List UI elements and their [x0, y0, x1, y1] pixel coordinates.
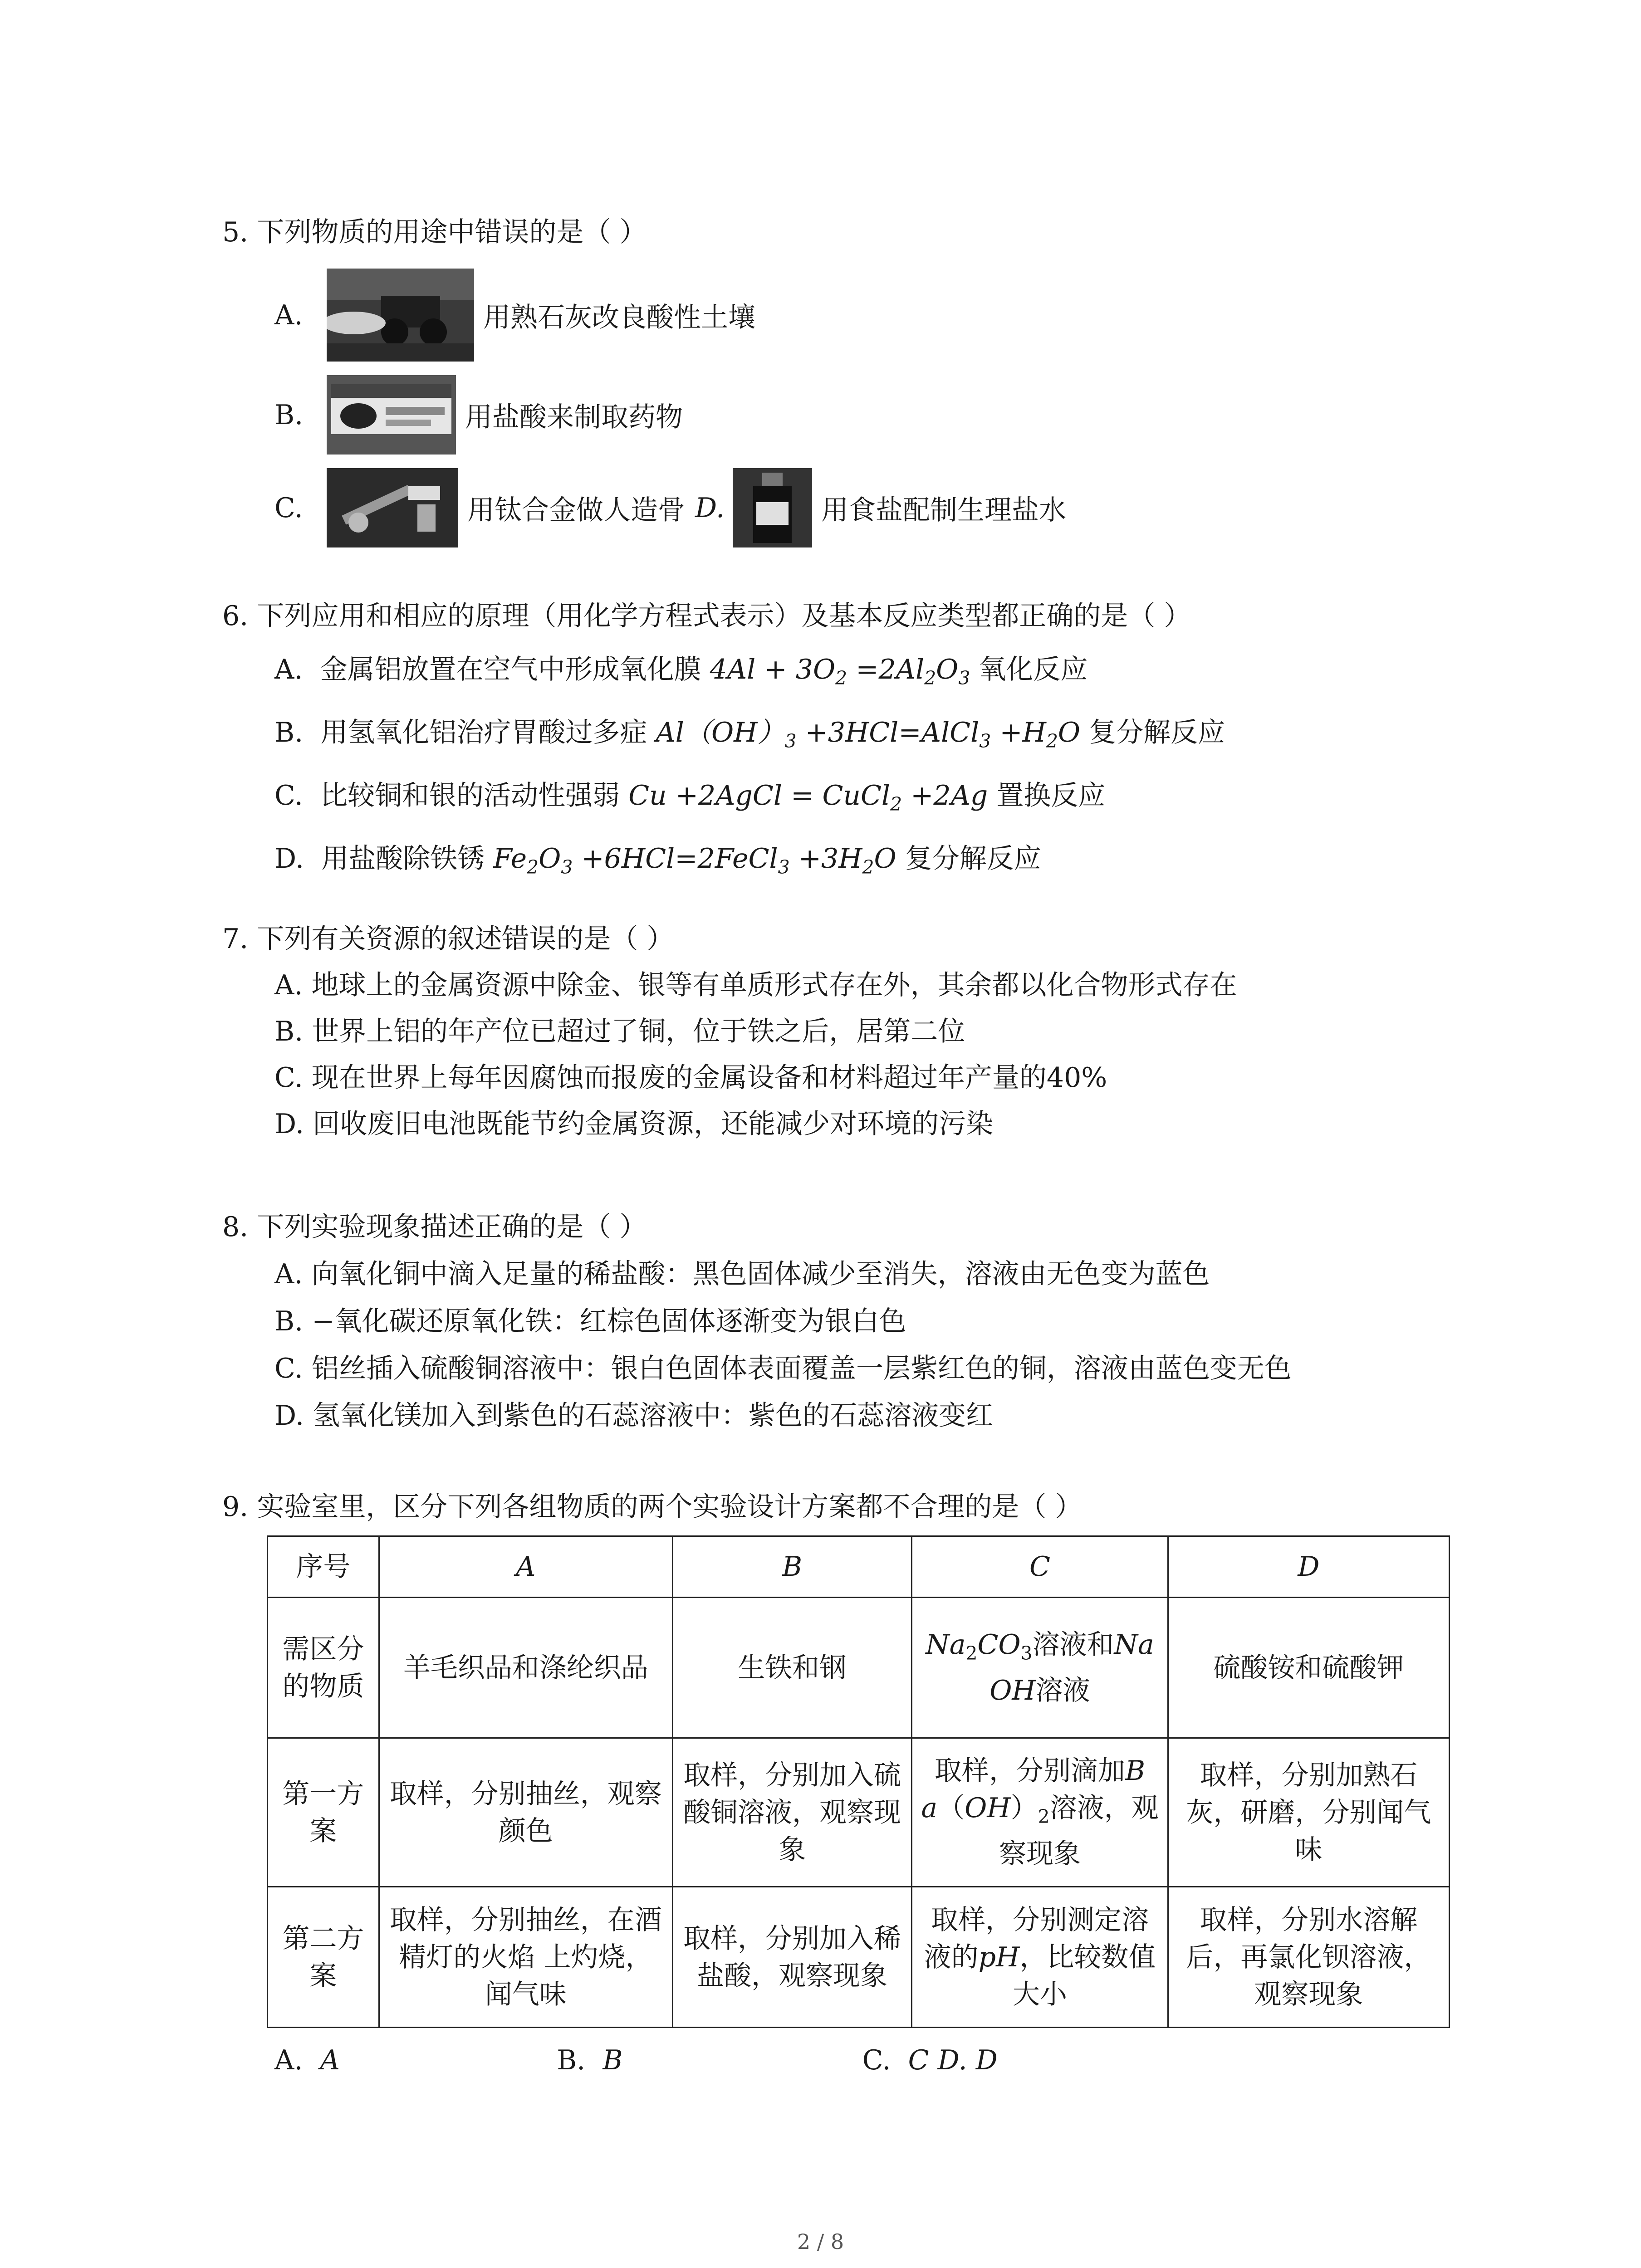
option-letter: A.: [274, 299, 303, 331]
q5-option-b-text: 用盐酸来制取药物: [465, 401, 683, 433]
question-7-title: 7. 下列有关资源的叙述错误的是（ ）: [222, 923, 674, 955]
q5-option-c-text: 用钛合金做人造骨: [467, 494, 685, 526]
q5-option-cd: [274, 468, 1470, 547]
cell-text: 溶液，观察现象: [999, 1792, 1159, 1870]
table-header-cell: B: [672, 1536, 911, 1598]
medicine-box-photo: [327, 375, 456, 455]
option-letter: C.: [274, 780, 303, 811]
titanium-bone-photo: [327, 468, 458, 547]
page-number: 2 / 8: [797, 2229, 844, 2254]
tractor-photo: [327, 269, 474, 362]
answer-letter: C.: [862, 2044, 891, 2076]
q6-option-d: [274, 841, 1470, 885]
table-header-cell: 序号: [268, 1536, 379, 1598]
option-letter: C.: [274, 492, 303, 524]
option-letter: B.: [274, 399, 304, 431]
table-row: [268, 1598, 1450, 1738]
q7-option-c: C. 现在世界上每年因腐蚀而报废的金属设备和材料超过年产量的40%: [274, 1062, 1107, 1094]
q6-option-a-type: 氧化反应: [979, 654, 1088, 685]
table-row-label: 需区分的物质: [268, 1598, 379, 1738]
q6-option-b-text: 用氢氧化铝治疗胃酸过多症: [320, 717, 647, 748]
answer-a: A: [320, 2044, 340, 2076]
question-8-title: 8. 下列实验现象描述正确的是（ ）: [222, 1211, 647, 1243]
cell-text: 取样，分别滴加: [934, 1755, 1125, 1787]
q5-option-a-text: 用熟石灰改良酸性土壤: [483, 301, 755, 333]
table-row-label: 第一方案: [268, 1738, 379, 1887]
question-6-title: 6. 下列应用和相应的原理（用化学方程式表示）及基本反应类型都正确的是（ ）: [222, 600, 1191, 632]
table-cell: 取样，分别抽丝，观察颜色: [379, 1738, 672, 1887]
q6-option-a-equation: $4Al + 3O_2 =2Al_2O_3$: [710, 654, 970, 689]
table-row-label: 第二方案: [268, 1887, 379, 2028]
option-letter: D.: [695, 492, 725, 524]
cell-text: 取样，分别测定溶液的: [924, 1904, 1149, 1973]
q6-option-b: [274, 714, 1470, 759]
q6-option-c-equation: Cu +2AgCl = CuCl$_2$ +2Ag: [628, 780, 988, 815]
table-header-cell: D: [1168, 1536, 1449, 1598]
answer-letter: A.: [274, 2044, 303, 2076]
saline-bottle-photo: [733, 468, 812, 547]
q6-option-a-text: 金属铝放置在空气中形成氧化膜: [320, 654, 701, 685]
q6-option-a: [274, 651, 1470, 696]
answer-cd: C D. D: [908, 2044, 998, 2076]
cell-text: 溶液: [1035, 1675, 1090, 1706]
q6-option-b-type: 复分解反应: [1089, 717, 1225, 748]
table-header-row: [268, 1536, 1450, 1598]
table-cell: 取样，分别抽丝，在酒精灯的火焰 上灼烧，闻气味: [379, 1887, 672, 2028]
question-8: [222, 1209, 1470, 1434]
cell-text: 溶液和: [1032, 1629, 1114, 1661]
question-9: [222, 1489, 1470, 1525]
table-cell: 生铁和钢: [672, 1598, 911, 1738]
table-cell: 硫酸铵和硫酸钾: [1168, 1598, 1449, 1738]
answer-letter: B.: [557, 2044, 586, 2076]
q7-option-b: B. 世界上铝的年产位已超过了铜，位于铁之后，居第二位: [274, 1016, 965, 1047]
table-header-cell: C: [912, 1536, 1168, 1598]
q5-option-d-text: 用食盐配制生理盐水: [821, 494, 1067, 526]
table-cell: 取样，分别加熟石灰，研磨，分别闻气味: [1168, 1738, 1449, 1887]
q6-option-d-type: 复分解反应: [905, 843, 1041, 875]
q8-option-d: D. 氢氧化镁加入到紫色的石蕊溶液中：紫色的石蕊溶液变红: [274, 1400, 994, 1432]
q8-option-c: C. 铝丝插入硫酸铜溶液中：银白色固体表面覆盖一层紫红色的铜，溶液由蓝色变无色: [274, 1353, 1292, 1384]
question-5-title: 5. 下列物质的用途中错误的是（ ）: [222, 216, 647, 248]
table-header-cell: A: [379, 1536, 672, 1598]
question-5: [222, 214, 1470, 547]
question-7: [222, 921, 1470, 1142]
option-letter: D.: [274, 843, 304, 875]
table-cell: 取样，分别水溶解后，再氯化钡溶液，观察现象: [1168, 1887, 1449, 2028]
option-letter: A.: [274, 654, 303, 685]
table-row: [268, 1887, 1450, 2028]
q5-option-b: [274, 375, 1470, 455]
table-row: [268, 1738, 1450, 1887]
q8-option-b: B. −氧化碳还原氧化铁：红棕色固体逐渐变为银白色: [274, 1305, 906, 1337]
table-cell: 羊毛织品和涤纶织品: [379, 1598, 672, 1738]
q5-option-a: [274, 269, 1470, 362]
q6-option-c-type: 置换反应: [996, 780, 1106, 811]
cell-text: ，比较数值大小: [1013, 1941, 1156, 2010]
table-cell: 取样，分别测定溶液的pH，比较数值大小: [912, 1887, 1168, 2028]
q6-option-c-text: 比较铜和银的活动性强弱: [320, 780, 620, 811]
table-cell: $Na_2CO_3$溶液和Na OH溶液: [912, 1598, 1168, 1738]
question-9-title: 9. 实验室里，区分下列各组物质的两个实验设计方案都不合理的是（ ）: [222, 1491, 1083, 1523]
table-cell: 取样，分别滴加B $a(OH)_2$溶液，观察现象: [912, 1738, 1168, 1887]
table-cell: 取样，分别加入硫酸铜溶液，观察现象: [672, 1738, 911, 1887]
q6-option-d-text: 用盐酸除铁锈: [321, 843, 485, 875]
option-letter: B.: [274, 717, 304, 748]
table-cell: 取样，分别加入稀盐酸，观察现象: [672, 1887, 911, 2028]
q6-option-b-equation: $Al(OH)_3$ +3HCl=AlCl$_3$ $+H_2O$: [656, 717, 1081, 752]
q8-option-a: A. 向氧化铜中滴入足量的稀盐酸：黑色固体减少至消失，溶液由无色变为蓝色: [274, 1258, 1210, 1290]
q6-option-c: [274, 777, 1470, 822]
answer-b: B: [603, 2044, 623, 2076]
q6-option-d-equation: $Fe_2O_3$ +6HCl=2FeCl$_3$ $+3H_2O$: [493, 843, 896, 878]
q7-option-d: D. 回收废旧电池既能节约金属资源，还能减少对环境的污染: [274, 1108, 994, 1140]
question-6: [222, 598, 1470, 885]
comparison-table: [267, 1535, 1450, 2028]
q9-answers: [274, 2042, 998, 2078]
q7-option-a: A. 地球上的金属资源中除金、银等有单质形式存在外，其余都以化合物形式存在: [274, 969, 1237, 1001]
